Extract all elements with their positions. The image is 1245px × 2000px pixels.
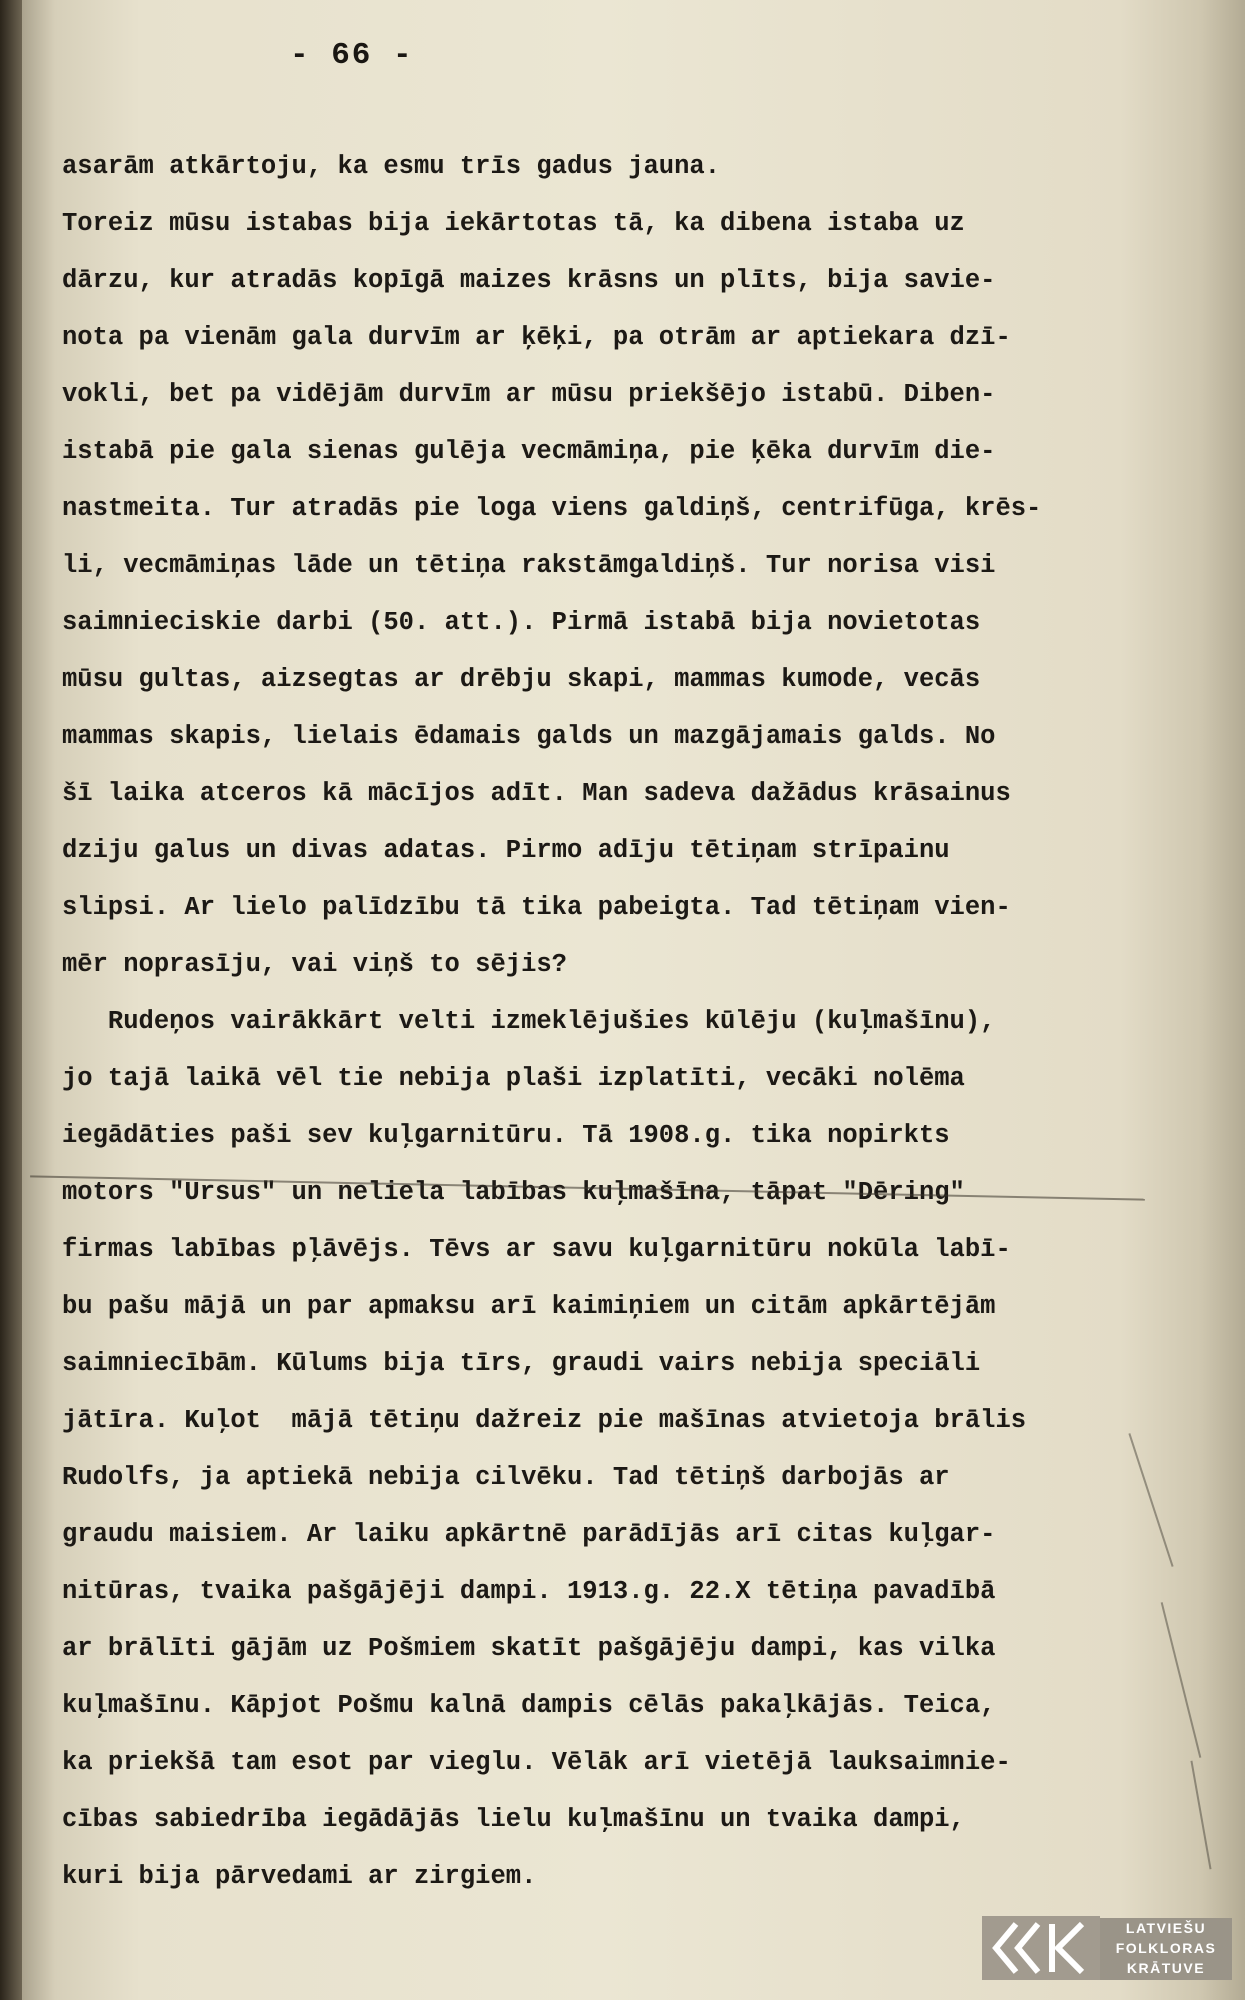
archive-logo-mark-icon xyxy=(982,1916,1100,1980)
archive-logo-text xyxy=(1100,1918,1232,1980)
logo-line: KRĀTUVE xyxy=(1126,1960,1206,1976)
text-line: dārzu, kur atradās kopīgā maizes krāsns un plīts, bija savie- xyxy=(62,266,996,295)
text-line: Rudolfs, ja aptiekā nebija cilvēku. Tad tētiņš darbojās ar xyxy=(62,1463,950,1492)
body-text xyxy=(62,138,1152,1905)
text-line: saimnieciskie darbi (50. att.). Pirmā istabā bija novietotas xyxy=(62,608,981,637)
logo-line: LATVIEŠU xyxy=(1125,1920,1207,1936)
text-line: graudu maisiem. Ar laiku apkārtnē parādījās arī citas kuļgar- xyxy=(62,1520,996,1549)
binding-shadow xyxy=(0,0,22,2000)
text-line: vokli, bet pa vidējām durvīm ar mūsu priekšējo istabū. Diben- xyxy=(62,380,996,409)
text-line: ka priekšā tam esot par vieglu. Vēlāk arī vietējā lauksaimnie- xyxy=(62,1748,1011,1777)
text-line: nitūras, tvaika pašgājēji dampi. 1913.g. 22.X tētiņa pavadībā xyxy=(62,1577,996,1606)
text-line: jo tajā laikā vēl tie nebija plaši izplatīti, vecāki nolēma xyxy=(62,1064,965,1093)
archive-logo xyxy=(982,1912,1232,1984)
text-line: kuļmašīnu. Kāpjot Pošmu kalnā dampis cēlās pakaļkājās. Teica, xyxy=(62,1691,996,1720)
text-line: saimniecībām. Kūlums bija tīrs, graudi vairs nebija speciāli xyxy=(62,1349,981,1378)
text-line: iegādāties paši sev kuļgarnitūru. Tā 1908.g. tika nopirkts xyxy=(62,1121,950,1150)
text-line: mēr noprasīju, vai viņš to sējis? xyxy=(62,950,567,979)
logo-line: FOLKLORAS xyxy=(1115,1940,1217,1956)
text-line: Toreiz mūsu istabas bija iekārtotas tā, ka dibena istaba uz xyxy=(62,209,965,238)
text-line: nota pa vienām gala durvīm ar ķēķi, pa otrām ar aptiekara dzī- xyxy=(62,323,1011,352)
text-line: bu pašu mājā un par apmaksu arī kaimiņiem un citām apkārtējām xyxy=(62,1292,996,1321)
pencil-margin-mark xyxy=(1161,1602,1202,1758)
text-line: Rudeņos vairākkārt velti izmeklējušies kūlēju (kuļmašīnu), xyxy=(62,1007,996,1036)
text-line: istabā pie gala sienas gulēja vecmāmiņa, pie ķēka durvīm die- xyxy=(62,437,996,466)
text-line: dziju galus un divas adatas. Pirmo adīju tētiņam strīpainu xyxy=(62,836,950,865)
text-line: mūsu gultas, aizsegtas ar drēbju skapi, mammas kumode, vecās xyxy=(62,665,981,694)
text-line: mammas skapis, lielais ēdamais galds un mazgājamais galds. No xyxy=(62,722,996,751)
text-line: firmas labības pļāvējs. Tēvs ar savu kuļgarnitūru nokūla labī- xyxy=(62,1235,1011,1264)
text-line: ar brālīti gājām uz Pošmiem skatīt pašgājēju dampi, kas vilka xyxy=(62,1634,996,1663)
page-number: - 66 - xyxy=(290,38,414,73)
text-line: asarām atkārtoju, ka esmu trīs gadus jauna. xyxy=(62,152,721,181)
text-line: slipsi. Ar lielo palīdzību tā tika pabeigta. Tad tētiņam vien- xyxy=(62,893,1011,922)
text-line: nastmeita. Tur atradās pie loga viens galdiņš, centrifūga, krēs- xyxy=(62,494,1042,523)
text-line: jātīra. Kuļot mājā tētiņu dažreiz pie mašīnas atvietoja brālis xyxy=(62,1406,1027,1435)
text-line: cības sabiedrība iegādājās lielu kuļmašīnu un tvaika dampi, xyxy=(62,1805,965,1834)
text-line: motors "Ursus" un neliela labības kuļmašīna, tāpat "Dēring" xyxy=(62,1178,965,1207)
text-line: kuri bija pārvedami ar zirgiem. xyxy=(62,1862,537,1891)
text-line: li, vecmāmiņas lāde un tētiņa rakstāmgaldiņš. Tur norisa visi xyxy=(62,551,996,580)
text-line: šī laika atceros kā mācījos adīt. Man sadeva dažādus krāsainus xyxy=(62,779,1011,808)
pencil-margin-mark xyxy=(1190,1761,1211,1870)
